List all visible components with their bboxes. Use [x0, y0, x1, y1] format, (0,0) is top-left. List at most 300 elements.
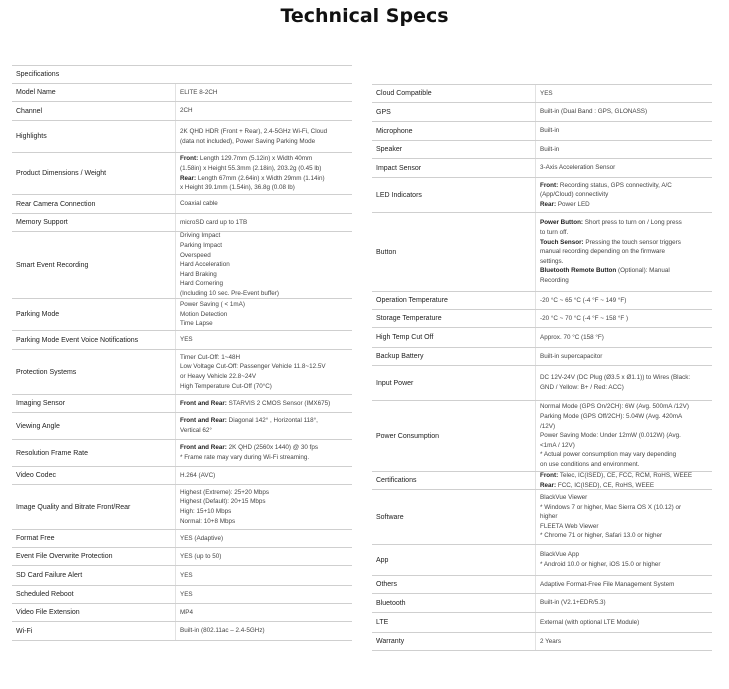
- spec-value-text: Adaptive Format-Free File Management System: [540, 580, 675, 588]
- spec-value: [535, 401, 712, 471]
- spec-label: Imaging Sensor: [16, 400, 66, 407]
- spec-value-line: [540, 402, 708, 412]
- spec-value-text: MP4: [180, 608, 193, 616]
- spec-row: [372, 633, 712, 651]
- spec-value: [175, 485, 352, 529]
- spec-value-text: * Actual power consumption may vary depending: [540, 451, 677, 459]
- spec-value-text: Normal Mode (GPS On/2CH): 6W (Avg. 500mA /12V): [540, 403, 689, 411]
- spec-row: [12, 331, 352, 350]
- spec-value-text: Time Lapse: [180, 320, 213, 328]
- spec-row: [12, 467, 352, 485]
- spec-value-line: [180, 590, 348, 600]
- spec-row: [12, 214, 352, 232]
- spec-value-text: on use conditions and environment.: [540, 460, 640, 468]
- spec-value: [535, 328, 712, 347]
- spec-value: [175, 622, 352, 640]
- spec-value-text: Power LED: [556, 200, 590, 208]
- spec-value: [175, 232, 352, 298]
- spec-row: [372, 292, 712, 310]
- spec-value-text: Power Saving Mode: Under 12mW (0.012W) (Avg.: [540, 432, 681, 440]
- spec-label: Protection Systems: [16, 368, 77, 376]
- spec-value-text: * Frame rate may vary during Wi-Fi streaming.: [180, 454, 310, 461]
- spec-row: [372, 401, 712, 472]
- spec-value-emphasis: Front:: [540, 471, 559, 479]
- spec-value-text: manual recording depending on the firmware: [540, 248, 665, 256]
- spec-value-line: [540, 512, 708, 522]
- spec-value-text: Timer Cut-Off: 1~48H: [180, 353, 241, 361]
- spec-row: [372, 122, 712, 141]
- spec-label: Scheduled Reboot: [16, 591, 74, 598]
- spec-value-text: 2K QHD (2560x 1440) @ 30 fps: [226, 444, 318, 452]
- spec-value-line: [540, 181, 708, 191]
- spec-label: Smart Event Recording: [16, 261, 89, 269]
- spec-value-text: GND / Yellow: B+ / Red: ACC): [540, 384, 624, 391]
- spec-value-text: Normal: 10+8 Mbps: [180, 517, 236, 525]
- spec-value-text: H.264 (AVC): [180, 471, 216, 479]
- spec-value: [535, 472, 712, 489]
- spec-row: [372, 328, 712, 348]
- spec-value-line: [540, 126, 708, 136]
- spec-label: LED Indicators: [376, 191, 422, 199]
- spec-value-text: (data not included), Power Saving Parking Mode: [180, 137, 316, 145]
- spec-value: [175, 121, 352, 152]
- spec-value-text: Short press to turn on / Long press: [583, 219, 682, 227]
- spec-value: [535, 348, 712, 365]
- spec-label: Parking Mode: [16, 311, 60, 318]
- spec-label: Viewing Angle: [16, 422, 60, 430]
- spec-row: [372, 178, 712, 213]
- spec-label: Image Quality and Bitrate Front/Rear: [16, 503, 131, 511]
- spec-value-line: [540, 450, 708, 460]
- spec-value-text: -20 °C ~ 65 °C (-4 °F ~ 149 °F): [540, 296, 627, 304]
- spec-value: [535, 310, 712, 327]
- spec-value-text: BlackVue Viewer: [540, 494, 588, 502]
- spec-label: SD Card Failure Alert: [16, 572, 83, 579]
- spec-row: [12, 604, 352, 622]
- spec-value-emphasis: Front and Rear:: [180, 444, 227, 452]
- spec-value-text: * Windows 7 or higher, Mac Sierra OS X (10.12) or: [540, 503, 682, 511]
- spec-value-text: Overspeed: [180, 251, 211, 259]
- spec-value-line: [180, 260, 348, 270]
- spec-value-text: Built-in (802.11ac – 2.4-5GHz): [180, 627, 265, 635]
- spec-label: Model Name: [16, 89, 56, 96]
- spec-value: [175, 102, 352, 120]
- spec-value-line: [180, 507, 348, 517]
- spec-value-line: [540, 257, 708, 267]
- spec-row: [12, 530, 352, 548]
- spec-value-emphasis: Rear:: [540, 200, 557, 208]
- spec-value-line: [540, 503, 708, 513]
- spec-value-line: [540, 383, 708, 393]
- spec-label: Operation Temperature: [376, 297, 448, 304]
- spec-label: Rear Camera Connection: [16, 200, 96, 208]
- spec-value-line: [180, 471, 348, 481]
- spec-value-text: Pressing the touch sensor triggers: [583, 238, 681, 246]
- spec-value-text: Built-in: [540, 127, 560, 135]
- spec-value-text: YES (up to 50): [180, 552, 222, 560]
- spec-value-line: [180, 335, 348, 345]
- spec-value-line: [180, 571, 348, 581]
- spec-row: [12, 440, 352, 467]
- spec-value: [535, 292, 712, 309]
- table-header-value: [175, 66, 352, 83]
- spec-value: [535, 213, 712, 291]
- spec-value-text: FLEETA Web Viewer: [540, 522, 599, 530]
- spec-label: Speaker: [376, 146, 403, 153]
- spec-value-line: [180, 183, 348, 193]
- spec-label: Certifications: [376, 477, 417, 484]
- spec-value-emphasis: Front and Rear:: [180, 399, 227, 407]
- spec-value: [175, 331, 352, 349]
- spec-value: [535, 103, 712, 121]
- spec-value-line: [180, 289, 348, 299]
- spec-row: [12, 102, 352, 121]
- spec-label: High Temp Cut Off: [376, 334, 434, 341]
- spec-value-line: [180, 279, 348, 289]
- spec-label: Parking Mode Event Voice Notifications: [16, 336, 139, 344]
- spec-value-line: [540, 200, 708, 210]
- spec-label: Others: [376, 581, 398, 588]
- spec-value-text: Diagonal 142° , Horizontal 118°,: [226, 417, 318, 425]
- spec-value-text: Hard Cornering: [180, 280, 224, 288]
- spec-value-line: [540, 333, 708, 343]
- spec-value-line: [180, 241, 348, 251]
- spec-value-line: [540, 89, 708, 99]
- spec-value-text: -20 °C ~ 70 °C (-4 °F ~ 158 °F ): [540, 314, 629, 322]
- spec-label: Memory Support: [16, 219, 68, 226]
- spec-value-line: [540, 247, 708, 257]
- spec-value-line: [180, 416, 348, 426]
- spec-value-line: [180, 626, 348, 636]
- spec-value-line: [540, 266, 708, 276]
- spec-value: [175, 440, 352, 466]
- spec-value-line: [540, 493, 708, 503]
- spec-value-line: [180, 88, 348, 98]
- spec-label: Impact Sensor: [376, 164, 422, 172]
- spec-value: [535, 85, 712, 102]
- spec-value: [175, 299, 352, 330]
- spec-value-line: [180, 372, 348, 382]
- spec-value-line: [180, 174, 348, 184]
- spec-value-line: [540, 296, 708, 306]
- spec-value-text: YES: [180, 336, 193, 344]
- spec-value-line: [540, 422, 708, 432]
- spec-value-line: [540, 550, 708, 560]
- spec-value-text: (Including 10 sec. Pre-Event buffer): [180, 289, 279, 297]
- spec-row: [12, 350, 352, 395]
- spec-value: [535, 122, 712, 140]
- spec-value-emphasis: Front:: [180, 155, 199, 163]
- spec-value-text: Built-in (V2.1+EDR/5.3): [540, 599, 606, 607]
- spec-value-line: [540, 190, 708, 200]
- spec-value-text: Power Saving ( < 1mA): [180, 301, 245, 309]
- spec-value-line: [180, 218, 348, 228]
- spec-label: Software: [376, 513, 404, 521]
- spec-value-text: Parking Impact: [180, 242, 222, 250]
- spec-value-text: Coaxial cable: [180, 200, 218, 208]
- spec-value-line: [180, 137, 348, 147]
- spec-value-line: [540, 145, 708, 155]
- spec-row: [372, 85, 712, 103]
- spec-value-line: [180, 251, 348, 261]
- spec-value-line: [180, 552, 348, 562]
- spec-value-text: Recording status, GPS connectivity, A/C: [558, 181, 672, 189]
- spec-value-emphasis: Rear:: [180, 174, 197, 182]
- spec-row: [12, 153, 352, 195]
- spec-value: [535, 594, 712, 612]
- spec-value: [535, 613, 712, 632]
- spec-label: Bluetooth: [376, 599, 406, 607]
- spec-value-line: [540, 618, 708, 628]
- spec-row: [372, 490, 712, 545]
- spec-value-text: DC 12V-24V (DC Plug (Ø3.5 x Ø1.1)) to Wires (Black:: [540, 374, 691, 382]
- spec-value-line: [540, 598, 708, 608]
- spec-value-text: (App/Cloud) connectivity: [540, 191, 609, 199]
- spec-value-text: High Temperature Cut-Off (70°C): [180, 382, 272, 390]
- spec-row: [12, 232, 352, 299]
- spec-value-text: Built-in supercapacitor: [540, 352, 603, 360]
- spec-value: [535, 178, 712, 212]
- spec-row: [12, 622, 352, 641]
- spec-row: [372, 613, 712, 633]
- spec-value-line: [540, 431, 708, 441]
- spec-value-text: ELITE 8-2CH: [180, 88, 218, 96]
- specs-table-right: [372, 84, 712, 651]
- spec-value: [175, 604, 352, 621]
- spec-label: Power Consumption: [376, 432, 440, 440]
- spec-row: [372, 594, 712, 613]
- spec-row: [12, 299, 352, 331]
- spec-value-line: [180, 319, 348, 329]
- spec-value-text: STARVIS 2 CMOS Sensor (IMX675): [226, 399, 331, 407]
- spec-label: Event File Overwrite Protection: [16, 553, 113, 560]
- spec-value-line: [540, 460, 708, 470]
- spec-value-emphasis: Touch Sensor:: [540, 238, 584, 246]
- spec-row: [372, 348, 712, 366]
- spec-value-line: [180, 300, 348, 310]
- spec-row: [12, 586, 352, 604]
- spec-value-text: 2CH: [180, 107, 193, 115]
- spec-value: [175, 153, 352, 194]
- spec-value-line: [540, 531, 708, 541]
- spec-value-line: [180, 353, 348, 363]
- spec-value-text: YES: [540, 89, 553, 97]
- spec-value-text: Low Voltage Cut-Off: Passenger Vehicle 11.8~12.5V: [180, 363, 326, 371]
- spec-label: Resolution Frame Rate: [16, 449, 88, 457]
- spec-value-text: Highest (Extreme): 25+20 Mbps: [180, 488, 270, 496]
- spec-value-text: 2 Years: [540, 637, 562, 645]
- spec-value-line: [540, 238, 708, 248]
- spec-value-line: [180, 164, 348, 174]
- spec-value-line: [180, 231, 348, 241]
- spec-label: App: [376, 556, 389, 564]
- spec-label: Video File Extension: [16, 609, 80, 616]
- spec-value-text: Hard Acceleration: [180, 261, 230, 269]
- spec-value-line: [540, 522, 708, 532]
- spec-value-line: [180, 497, 348, 507]
- spec-value-line: [180, 426, 348, 436]
- spec-label: GPS: [376, 108, 391, 116]
- spec-value: [535, 545, 712, 575]
- spec-value: [175, 413, 352, 439]
- spec-row: [372, 213, 712, 292]
- spec-value-text: settings.: [540, 257, 564, 265]
- spec-value-line: [540, 107, 708, 117]
- spec-value-line: [540, 441, 708, 451]
- spec-value-text: (1.58in) x Height 55.3mm (2.18in), 203.2g (0.45 lb): [180, 164, 322, 172]
- spec-value-text: YES: [180, 571, 193, 579]
- spec-value-line: [180, 382, 348, 392]
- page-title: Technical Specs: [280, 5, 449, 27]
- spec-value-text: microSD card up to 1TB: [180, 218, 248, 226]
- spec-value-text: to turn off.: [540, 229, 569, 237]
- spec-value-text: BlackVue App: [540, 551, 579, 559]
- spec-value-line: [180, 534, 348, 544]
- spec-value: [535, 141, 712, 158]
- spec-value: [175, 566, 352, 585]
- spec-value-text: External (with optional LTE Module): [540, 618, 640, 626]
- spec-row: [12, 195, 352, 214]
- spec-label: Backup Battery: [376, 353, 424, 360]
- spec-value: [175, 84, 352, 101]
- spec-value-emphasis: Front:: [540, 181, 559, 189]
- spec-value-line: [540, 560, 708, 570]
- spec-value-text: Vertical 62°: [180, 427, 212, 434]
- spec-value-text: higher: [540, 513, 558, 521]
- spec-label: Input Power: [376, 379, 414, 387]
- spec-label: Product Dimensions / Weight: [16, 170, 107, 177]
- table-header-label: Specifications: [16, 71, 60, 78]
- spec-value: [535, 490, 712, 544]
- spec-value-line: [180, 106, 348, 116]
- spec-label: Microphone: [376, 127, 413, 135]
- spec-value-line: [540, 637, 708, 647]
- spec-value-text: Highest (Default): 20+15 Mbps: [180, 498, 266, 506]
- spec-value-line: [540, 412, 708, 422]
- spec-value-text: Motion Detection: [180, 310, 228, 318]
- spec-value-line: [540, 228, 708, 238]
- spec-row: [12, 548, 352, 566]
- spec-label: Video Codec: [16, 472, 56, 479]
- spec-value-line: [540, 314, 708, 324]
- spec-value-line: [540, 481, 708, 491]
- spec-value: [175, 467, 352, 484]
- spec-row: [12, 566, 352, 586]
- spec-value-line: [180, 310, 348, 320]
- spec-value: [175, 195, 352, 213]
- spec-value-line: [180, 517, 348, 527]
- spec-value-text: (Optional): Manual: [616, 267, 670, 275]
- spec-value-text: FCC, IC(ISED), CE, RoHS, WEEE: [556, 481, 655, 489]
- spec-row: [372, 366, 712, 401]
- spec-value: [175, 530, 352, 547]
- spec-value-text: <1mA / 12V): [540, 441, 575, 449]
- spec-value-line: [540, 471, 708, 481]
- spec-value-text: YES: [180, 590, 193, 598]
- spec-value-text: 2K QHD HDR (Front + Rear), 2.4-5GHz Wi-Fi, Cloud: [180, 127, 328, 135]
- spec-value: [175, 395, 352, 412]
- spec-value: [175, 214, 352, 231]
- spec-value: [535, 159, 712, 177]
- spec-row: [372, 103, 712, 122]
- spec-value-text: Parking Mode (GPS Off/2CH): 5.04W (Avg. 420mA: [540, 413, 683, 421]
- spec-value-line: [540, 163, 708, 173]
- spec-row: [12, 121, 352, 153]
- spec-value-text: Telec, IC(ISED), CE, FCC, RCM, RoHS, WEEE: [558, 471, 693, 479]
- spec-value: [175, 548, 352, 565]
- spec-value-line: [180, 199, 348, 209]
- spec-label: Storage Temperature: [376, 315, 442, 322]
- spec-value-line: [540, 580, 708, 590]
- spec-row: [372, 576, 712, 594]
- spec-value-text: 3-Axis Acceleration Sensor: [540, 164, 616, 172]
- spec-value-line: [180, 399, 348, 409]
- spec-value-emphasis: Power Button:: [540, 219, 584, 227]
- spec-row: [12, 84, 352, 102]
- spec-value-line: [540, 218, 708, 228]
- spec-value-text: Driving Impact: [180, 232, 221, 240]
- spec-value: [175, 586, 352, 603]
- spec-label: LTE: [376, 619, 389, 626]
- spec-row: [372, 545, 712, 576]
- spec-label: Channel: [16, 107, 43, 115]
- spec-value: [175, 350, 352, 394]
- spec-label: Cloud Compatible: [376, 90, 432, 97]
- spec-value: [535, 366, 712, 400]
- spec-value: [535, 633, 712, 650]
- spec-label: Warranty: [376, 638, 405, 645]
- spec-value-line: [180, 127, 348, 137]
- spec-value-line: [180, 270, 348, 280]
- spec-value-text: Length 67mm (2.64in) x Width 29mm (1.14in): [196, 174, 325, 182]
- spec-value-text: Approx. 70 °C (158 °F): [540, 333, 604, 341]
- spec-value-line: [180, 362, 348, 372]
- specs-table-left: [12, 65, 352, 641]
- spec-value-text: * Android 10.0 or higher, iOS 15.0 or higher: [540, 561, 661, 568]
- spec-value-text: Built-in: [540, 145, 560, 153]
- spec-value-text: Recording: [540, 276, 569, 284]
- spec-row: [12, 413, 352, 440]
- spec-row: [12, 395, 352, 413]
- spec-value-text: Length 129.7mm (5.12in) x Width 40mm: [198, 155, 313, 163]
- spec-value-line: [180, 453, 348, 463]
- table-header-row: [12, 66, 352, 84]
- spec-value-text: /12V): [540, 422, 556, 430]
- spec-value-text: YES (Adaptive): [180, 534, 224, 542]
- spec-row: [372, 310, 712, 328]
- spec-row: [12, 485, 352, 530]
- spec-value-line: [540, 373, 708, 383]
- spec-value-line: [540, 276, 708, 286]
- spec-value-text: or Heavy Vehicle 22.8~24V: [180, 373, 257, 380]
- spec-value-text: Built-in (Dual Band : GPS, GLONASS): [540, 108, 648, 116]
- spec-row: [372, 472, 712, 490]
- spec-row: [372, 141, 712, 159]
- spec-value-text: Hard Braking: [180, 270, 217, 278]
- spec-value-line: [180, 154, 348, 164]
- spec-row: [372, 159, 712, 178]
- spec-label: Button: [376, 248, 397, 256]
- spec-label: Format Free: [16, 535, 55, 542]
- spec-value-line: [180, 443, 348, 453]
- spec-value-text: * Chrome 71 or higher, Safari 13.0 or higher: [540, 532, 663, 540]
- spec-value-emphasis: Rear:: [540, 481, 557, 489]
- spec-label: Highlights: [16, 133, 47, 140]
- spec-value-emphasis: Bluetooth Remote Button: [540, 267, 617, 275]
- spec-value: [535, 576, 712, 593]
- spec-value-text: High: 15+10 Mbps: [180, 508, 232, 515]
- spec-value-text: x Height 39.1mm (1.54in), 36.8g (0.08 lb): [180, 184, 295, 192]
